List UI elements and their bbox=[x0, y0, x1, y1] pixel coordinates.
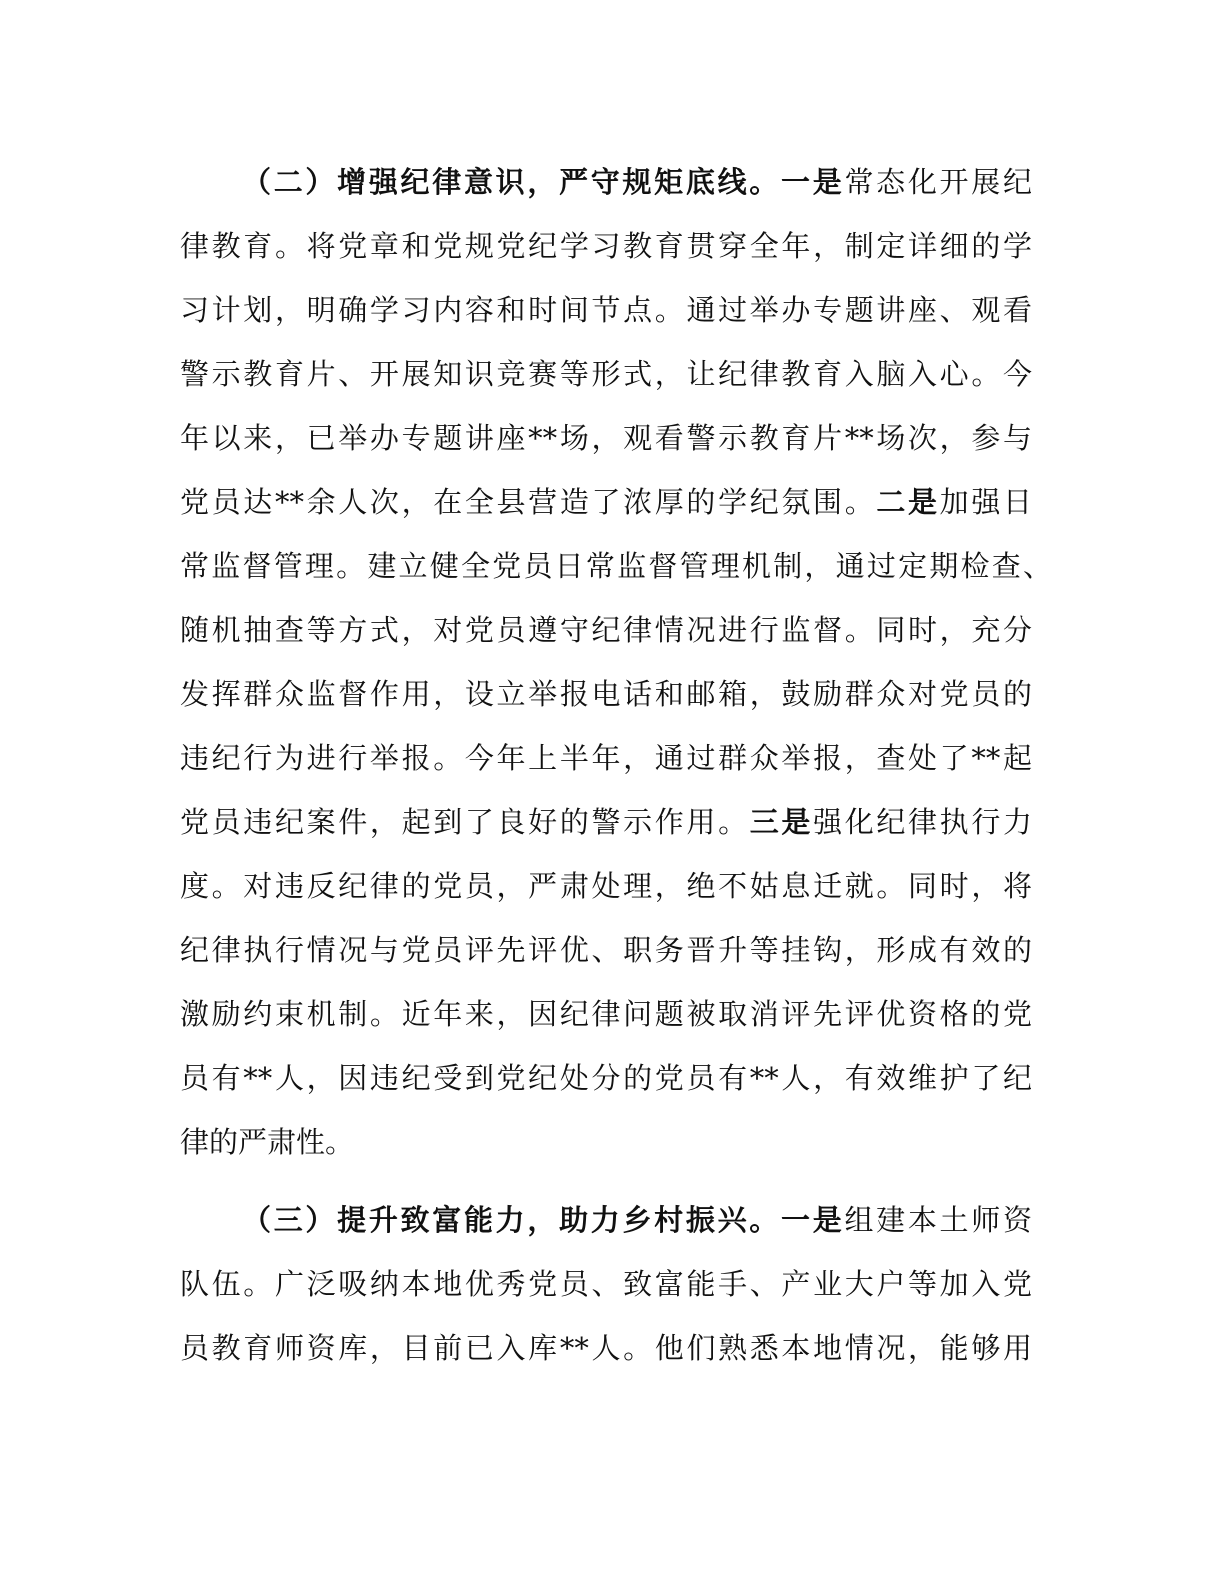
section-heading: （三）提升致富能力，助力乡村振兴。 bbox=[242, 1203, 782, 1237]
text-run: 发挥群众监督作用，设立举报电话和邮箱，鼓励群众对党员的 bbox=[180, 677, 1032, 711]
paragraph-line bbox=[242, 1188, 1032, 1252]
point-marker: 一是 bbox=[781, 165, 845, 199]
point-marker: 一是 bbox=[781, 1203, 845, 1237]
paragraph-line bbox=[180, 470, 1032, 534]
text-run: 强化纪律执行力 bbox=[813, 805, 1032, 839]
paragraph-line bbox=[180, 342, 1032, 406]
paragraph-line bbox=[180, 854, 1032, 918]
paragraph-line bbox=[180, 1046, 1032, 1110]
point-marker: 二是 bbox=[876, 485, 940, 519]
paragraph-line bbox=[180, 790, 1032, 854]
text-run: 常监督管理。建立健全党员日常监督管理机制，通过定期检查、 bbox=[180, 549, 1052, 583]
text-run: 年以来，已举办专题讲座**场，观看警示教育片**场次，参与 bbox=[180, 421, 1032, 455]
text-run: 律的严肃性。 bbox=[180, 1125, 355, 1159]
paragraph-line bbox=[180, 534, 1052, 598]
paragraph-line bbox=[180, 406, 1032, 470]
text-run: 队伍。广泛吸纳本地优秀党员、致富能手、产业大户等加入党 bbox=[180, 1267, 1032, 1301]
text-run: 度。对违反纪律的党员，严肃处理，绝不姑息迁就。同时，将 bbox=[180, 869, 1032, 903]
paragraph-line bbox=[180, 214, 1032, 278]
text-run: 纪律执行情况与党员评先评优、职务晋升等挂钩，形成有效的 bbox=[180, 933, 1032, 967]
paragraph-line bbox=[180, 918, 1032, 982]
paragraph-line bbox=[180, 1252, 1032, 1316]
paragraph-line bbox=[180, 1316, 1032, 1380]
section-heading: （二）增强纪律意识，严守规矩底线。 bbox=[242, 165, 782, 199]
text-run: 随机抽查等方式，对党员遵守纪律情况进行监督。同时，充分 bbox=[180, 613, 1032, 647]
text-run: 习计划，明确学习内容和时间节点。通过举办专题讲座、观看 bbox=[180, 293, 1032, 327]
paragraph-line bbox=[180, 1110, 354, 1174]
paragraph-line bbox=[242, 150, 1032, 214]
text-run: 激励约束机制。近年来，因纪律问题被取消评先评优资格的党 bbox=[180, 997, 1032, 1031]
text-run: 党员违纪案件，起到了良好的警示作用。 bbox=[180, 805, 750, 839]
paragraph-line bbox=[180, 726, 1032, 790]
paragraph-line bbox=[180, 662, 1032, 726]
text-run: 员教育师资库，目前已入库**人。他们熟悉本地情况，能够用 bbox=[180, 1331, 1032, 1365]
text-run: 员有**人，因违纪受到党纪处分的党员有**人，有效维护了纪 bbox=[180, 1061, 1032, 1095]
paragraph-line bbox=[180, 982, 1032, 1046]
text-run: 违纪行为进行举报。今年上半年，通过群众举报，查处了**起 bbox=[180, 741, 1032, 775]
text-run: 律教育。将党章和党规党纪学习教育贯穿全年，制定详细的学 bbox=[180, 229, 1032, 263]
paragraph-line bbox=[180, 278, 1032, 342]
text-run: 党员达**余人次，在全县营造了浓厚的学纪氛围。 bbox=[180, 485, 877, 519]
text-run: 常态化开展纪 bbox=[844, 165, 1032, 199]
paragraph-line bbox=[180, 598, 1032, 662]
point-marker: 三是 bbox=[749, 805, 814, 839]
text-run: 警示教育片、开展知识竞赛等形式，让纪律教育入脑入心。今 bbox=[180, 357, 1032, 391]
text-run: 组建本土师资 bbox=[844, 1203, 1032, 1237]
text-run: 加强日 bbox=[939, 485, 1032, 519]
